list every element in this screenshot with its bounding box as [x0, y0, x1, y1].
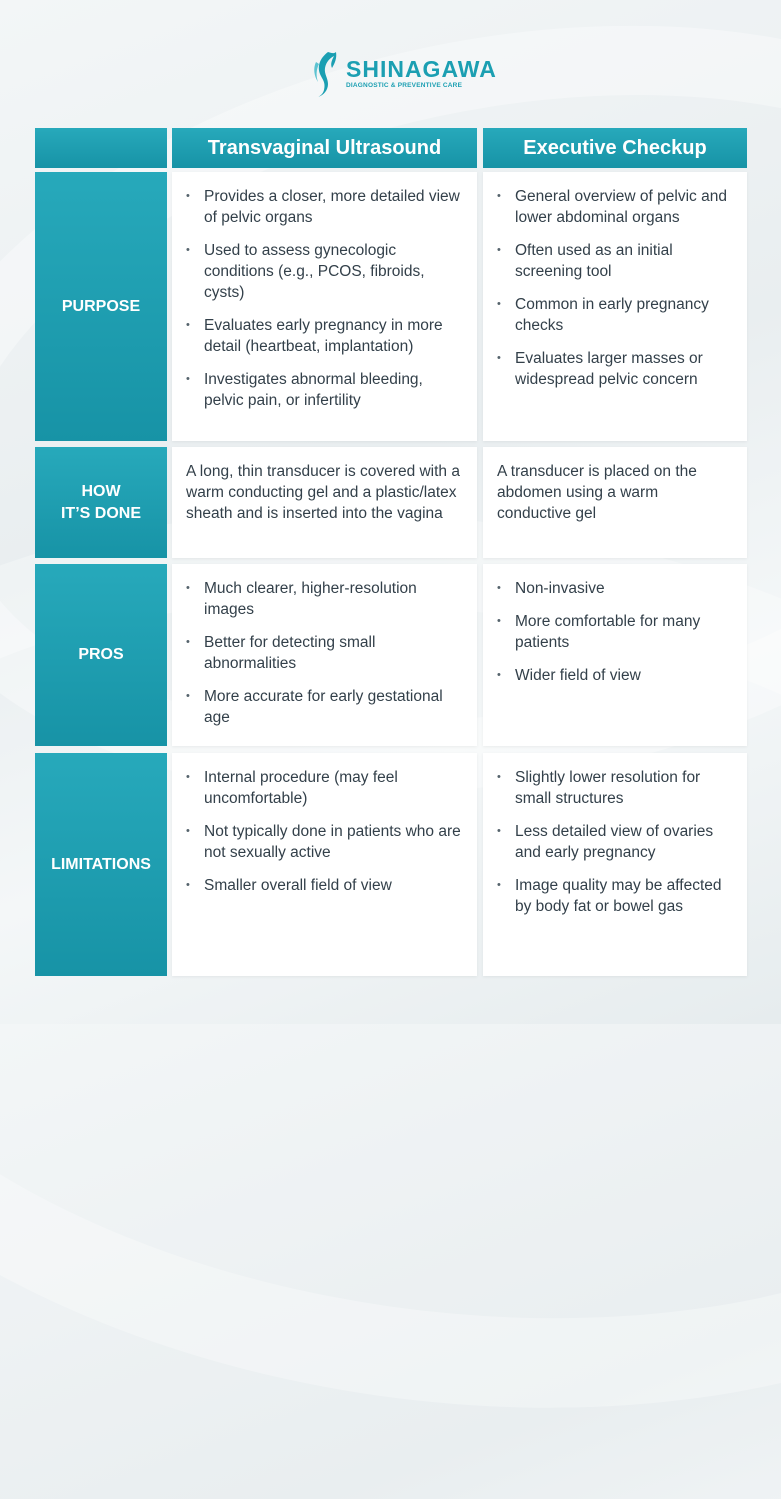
list-item: • Evaluates early pregnancy in more detail (heartbeat, implantation)	[186, 315, 461, 357]
list-item: • Better for detecting small abnormalities	[186, 632, 461, 674]
list-item: • Used to assess gynecologic conditions (e.g., PCOS, fibroids, cysts)	[186, 240, 461, 303]
logo-mark-icon	[308, 48, 342, 98]
list-item: • Not typically done in patients who are not sexually active	[186, 821, 461, 863]
row-label-how-its-done: HOW IT’S DONE	[35, 447, 167, 558]
pros-transvaginal-cell	[172, 564, 477, 746]
how-executive-cell	[483, 447, 747, 558]
list-item: • Slightly lower resolution for small structures	[497, 767, 731, 809]
header-corner	[35, 128, 167, 168]
brand-name: SHINAGAWA	[346, 56, 497, 82]
column-header-transvaginal: Transvaginal Ultrasound	[172, 128, 477, 168]
list-item: • Often used as an initial screening tool	[497, 240, 731, 282]
list-item: • General overview of pelvic and lower abdominal organs	[497, 186, 731, 228]
row-label-pros: PROS	[35, 564, 167, 746]
pros-executive-cell	[483, 564, 747, 746]
brand-logo	[308, 48, 497, 98]
column-header-executive: Executive Checkup	[483, 128, 747, 168]
list-item: • Internal procedure (may feel uncomfortable)	[186, 767, 461, 809]
purpose-transvaginal-cell	[172, 172, 477, 441]
brand-tagline: DIAGNOSTIC & PREVENTIVE CARE	[346, 82, 463, 89]
list-item: • Image quality may be affected by body fat or bowel gas	[497, 875, 731, 917]
list-item: • More accurate for early gestational age	[186, 686, 461, 728]
list-item: • Much clearer, higher-resolution images	[186, 578, 461, 620]
list-item: • Smaller overall field of view	[186, 875, 461, 896]
purpose-executive-cell	[483, 172, 747, 441]
how-transvaginal-text: A long, thin transducer is covered with a warm conducting gel and a plastic/latex sheath and is inserted into the vagina	[186, 463, 460, 522]
limitations-transvaginal-cell	[172, 753, 477, 976]
how-executive-text: A transducer is placed on the abdomen using a warm conductive gel	[497, 463, 697, 522]
list-item: • Provides a closer, more detailed view of pelvic organs	[186, 186, 461, 228]
how-transvaginal-cell	[172, 447, 477, 558]
list-item: • Less detailed view of ovaries and early pregnancy	[497, 821, 731, 863]
limitations-executive-cell	[483, 753, 747, 976]
list-item: • Non-invasive	[497, 578, 731, 599]
row-label-limitations: LIMITATIONS	[35, 753, 167, 976]
list-item: • Common in early pregnancy checks	[497, 294, 731, 336]
list-item: • Wider field of view	[497, 665, 731, 686]
list-item: • Evaluates larger masses or widespread pelvic concern	[497, 348, 731, 390]
list-item: • Investigates abnormal bleeding, pelvic pain, or infertility	[186, 369, 461, 411]
row-label-purpose: PURPOSE	[35, 172, 167, 441]
list-item: • More comfortable for many patients	[497, 611, 731, 653]
